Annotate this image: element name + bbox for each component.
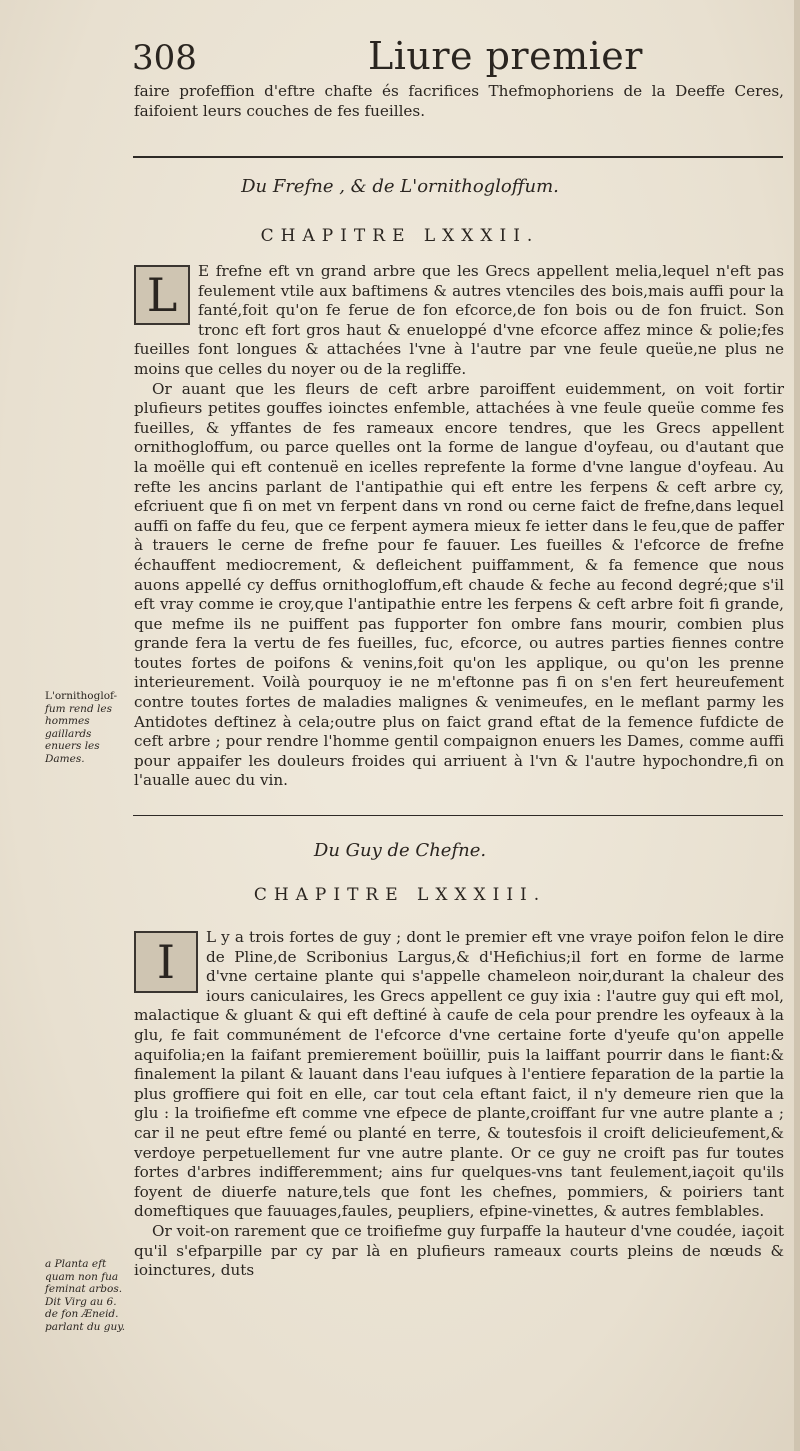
running-head xyxy=(0,34,800,84)
margin-note-virgil xyxy=(45,1258,129,1333)
chapter-82-text xyxy=(134,262,784,791)
margin-note-quote: a Planta eft quam non fua feminat arbos. xyxy=(45,1258,123,1295)
section-divider xyxy=(133,156,783,158)
section-divider xyxy=(133,815,783,816)
running-title: Liure premier xyxy=(368,34,643,78)
chapter-83-paragraph-2: Or voit-on rarement que ce troifiefme guy furpaffe la hauteur d'vne coudée, iaçoit qu'il s'efparpille par cy par là en plufieurs rameaux courts pleins de nœuds & ioinctures, duts xyxy=(134,1221,784,1280)
chapter-82-paragraph-2: Or auant que les fleurs de ceft arbre paroiffent euidemment, on voit fortir plufieurs petites gouffes ioinctes enfemble, attachées à vne feule queüe comme fes fueilles, & yffantes de fes rameaux encore tendres, que les Grecs appellent ornithogloffum, ou parce quelles ont la forme de langue d'oyfeau, ou d'autant que la moëlle qui eft contenuë en icelles reprefente la forme d'vne langue d'oyfeau. Au refte les ancins parlant de l'antipathie qui eft entre les ferpens & ceft arbre cy, efcriuent que fi on met vn ferpent dans vn rond ou cerne faict de frefne,dans lequel auffi on faffe du feu, que ce ferpent aymera mieux fe ietter dans le feu,que de paffer à trauers le cerne de frefne pour fe fauuer. Les fueilles & l'efcorce de frefne échauffent mediocrement, & defleichent puiffamment, & fa femence que nous auons appellé cy deffus ornithogloffum,eft chaude & feche au fecond degré;que s'il eft vray comme ie croy,que l'antipathie entre les ferpens & ceft arbre foit fi grande, que mefme ils ne puiffent pas fupporter fon ombre fans mourir, combien plus grande fera la vertu de fes fueilles, fuc, efcorce, ou autres parties fiennes contre toutes fortes de poifons & venins,foit qu'on les applique, ou qu'on les prenne interieurement. Voilà pourquoy ie ne m'eftonne pas fi on s'en fert heureufement contre toutes fortes de maladies malignes & venimeufes, en le meflant parmy les Antidotes deftinez à cela;outre plus on faict grand eftat de la femence fufdicte de ceft arbre ; pour rendre l'homme gentil compaignon enuers les Dames, comme auffi pour appaifer les douleurs froides qui arriuent à l'vn & l'autre hypochondre,fi on l'aualle auec du vin. xyxy=(134,379,784,790)
dropcap-initial: I xyxy=(134,931,198,993)
section-title-frefne: Du Frefne , & de L'ornithogloffum. xyxy=(241,176,559,197)
section-title-guy: Du Guy de Chefne. xyxy=(313,840,487,861)
opening-paragraph: faire profeffion d'eftre chafte és facrifices Thefmophoriens de la Deeffe Ceres, faifoient leurs couches de fes fueilles. xyxy=(134,82,784,120)
margin-note-lead: L'ornithoglof- xyxy=(45,690,118,702)
page-edge xyxy=(794,0,800,1451)
chapter-83-text xyxy=(134,928,784,1281)
chapter-heading-82: CHAPITRE LXXXII. xyxy=(260,226,540,246)
opening-lines xyxy=(134,82,784,121)
chapter-82-paragraph-1: E frefne eft vn grand arbre que les Grecs appellent melia,lequel n'eft pas feulement vtile aux baftimens & autres vtenciles des bois,mais auffi pour la fanté,foit qu'on fe ferue de fon efcorce,de fon bois ou de fon fruict. Son tronc eft fort gros haut & enueloppé d'vne efcorce affez mince & polie;fes fueilles font longues & attachées l'vne à l'autre par vne feule queüe,ne plus ne moins que celles du noyer ou de la regliffe. xyxy=(134,262,784,378)
dropcap-initial: L xyxy=(134,265,190,325)
chapter-83-paragraph-1: L y a trois fortes de guy ; dont le premier eft vne vraye poifon felon le dire de Pline,de Scribonius Largus,& d'Hefichius;il fort en forme de larme d'vne certaine plante qui s'appelle chameleon noir,durant la chaleur des iours caniculaires, les Grecs appellent ce guy ixia : l'autre guy qui eft mol, malactique & gluant & qui eft deftiné à caufe de cela pour prendre les oyfeaux à la glu, fe fait communément de l'efcorce d'vne certaine forte d'yeufe qu'on appelle aquifolia;en la faifant premierement boüillir, puis la laiffant pourrir dans le fiant:& finalement la pilant & lauant dans l'eau iufques à l'entiere feparation de la partie la plus groffiere qui foit en elle, car tout cela eftant faict, il n'y demeure rien que la glu : la troifiefme eft comme vne efpece de plante,croiffant fur vne autre plante a ; car il ne peut eftre femé ou planté en terre, & toutesfois il croift delicieufement,& verdoye perpetuellement fur vne autre plante. Or ce guy ne croift pas fur toutes fortes d'arbres indifferemment; ains fur quelques-vns tant feulement,iaçoit qu'ils foyent de diuerfe nature,tels que font les chefnes, pommiers, & poiriers tant domeftiques que fauuages,faules, peupliers, efpine-vinettes, & autres femblables. xyxy=(134,928,784,1221)
page-number: 308 xyxy=(132,38,197,78)
margin-note-reference: Dit Virg au 6. de fon Æneid. parlant du guy. xyxy=(45,1295,126,1333)
chapter-heading-83: CHAPITRE LXXXIII. xyxy=(253,885,547,905)
margin-note-text: fum rend les hommes gaillards enuers les Dames. xyxy=(45,702,112,765)
margin-note-ornithoglossum xyxy=(45,690,129,765)
